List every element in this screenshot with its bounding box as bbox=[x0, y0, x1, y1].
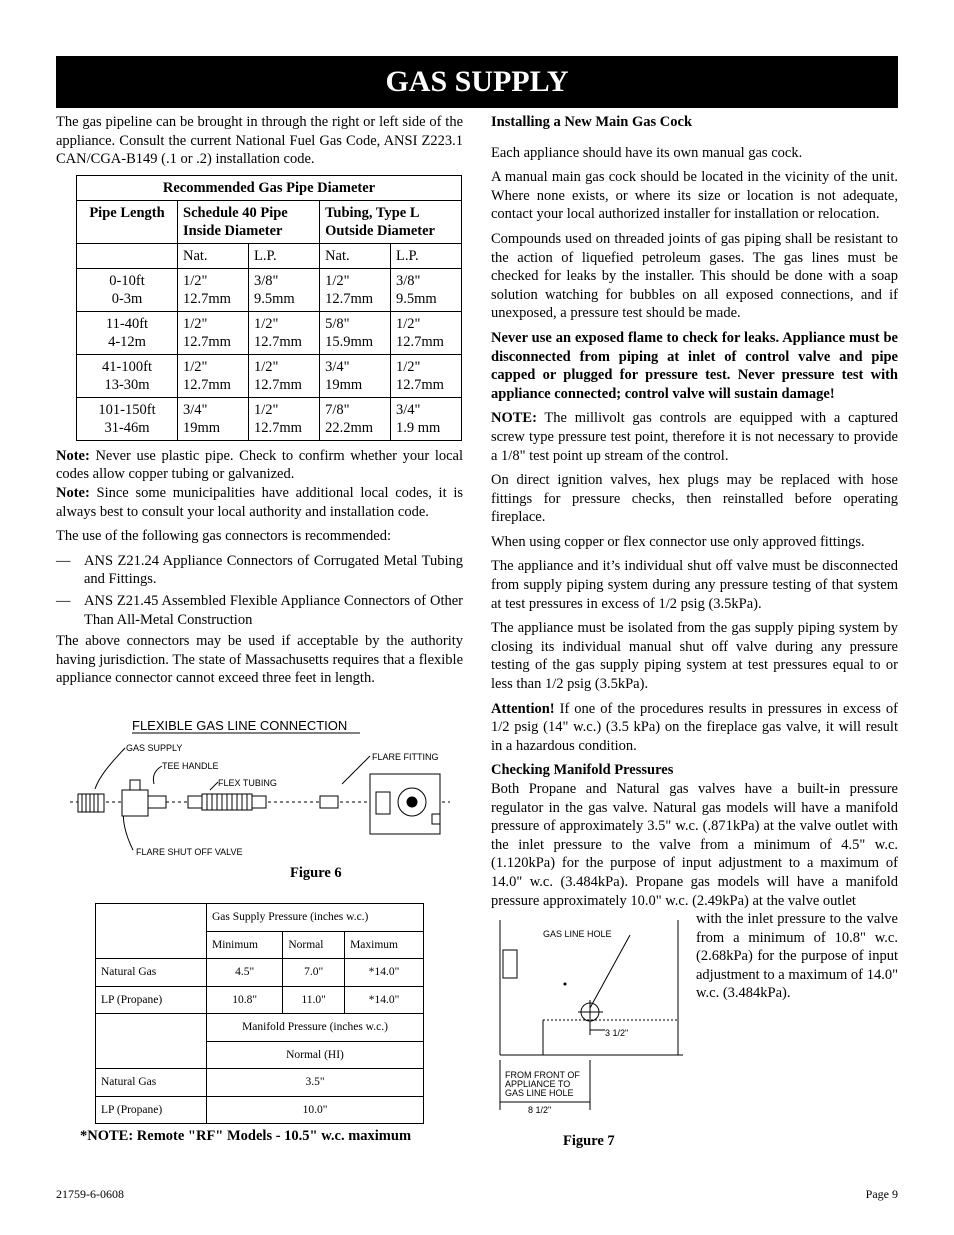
row-label: Natural Gas bbox=[96, 1069, 207, 1097]
connectors-intro: The use of the following gas connectors is recommended: bbox=[56, 528, 392, 545]
attention-paragraph: Attention! If one of the procedures results in pressures in excess of 1/2 psig (14" w.c.) (3.5 kPa) on the fireplace gas valve, it will result in a hazardous condition. bbox=[491, 700, 898, 754]
right-column bbox=[491, 113, 898, 916]
header-tubing: Tubing, Type L Outside Diameter bbox=[320, 200, 462, 243]
paragraph: When using copper or flex connector use only approved fittings. bbox=[491, 533, 865, 550]
value-cell: 1/2" 12.7mm bbox=[178, 311, 249, 354]
intro-paragraph: The gas pipeline can be brought in through the right or left side of the appliance. Consult the current National Fuel Gas Code, ANSI Z223.1 CAN/CGA-B149 (.1 or .2) installation code. bbox=[56, 114, 463, 168]
value-cell: 4.5" bbox=[207, 959, 283, 987]
label-from-front-1: FROM FRONT OF bbox=[505, 1070, 580, 1080]
table-row bbox=[77, 311, 462, 354]
header-normal-hi: Normal (HI) bbox=[207, 1041, 424, 1069]
table-row bbox=[77, 268, 462, 311]
pipe-length-cell: 101-150ft 31-46m bbox=[77, 397, 178, 440]
label-flex-tubing: FLEX TUBING bbox=[218, 778, 277, 788]
row-label: Natural Gas bbox=[96, 959, 207, 987]
value-cell: 1/2" 12.7mm bbox=[320, 268, 391, 311]
value-cell: 10.0" bbox=[207, 1096, 424, 1124]
figure6-title: FLEXIBLE GAS LINE CONNECTION bbox=[132, 718, 348, 733]
value-cell: 3.5" bbox=[207, 1069, 424, 1097]
pipe-length-cell: 11-40ft 4-12m bbox=[77, 311, 178, 354]
pipe-length-cell: 0-10ft 0-3m bbox=[77, 268, 178, 311]
list-item: — ANS Z21.24 Appliance Connectors of Corrugated Metal Tubing and Fittings. bbox=[56, 552, 463, 588]
massachusetts-paragraph: The above connectors may be used if acceptable by the authority having jurisdiction. The state of Massachusetts requires that a flexible appliance connector cannot exceed three feet in length. bbox=[56, 633, 463, 687]
label-tee-handle: TEE HANDLE bbox=[162, 761, 219, 771]
value-cell: 3/8" 9.5mm bbox=[391, 268, 462, 311]
header-maximum: Maximum bbox=[345, 931, 424, 959]
paragraph: The appliance and it’s individual shut off valve must be disconnected from supply piping system during any pressure testing of that system at test pressures in excess of 1/2 psig (3.5kPa). bbox=[491, 558, 898, 612]
value-cell: 1/2" 12.7mm bbox=[178, 268, 249, 311]
header-normal: Normal bbox=[283, 931, 345, 959]
paragraph: A manual main gas cock should be located in the vicinity of the unit. Where none exists, or where its size or location is not adequate, contact your local authorized installer for installation or relocation. bbox=[491, 169, 898, 223]
value-cell: 7/8" 22.2mm bbox=[320, 397, 391, 440]
paragraph: The appliance must be isolated from the gas supply piping system by closing its individual manual shut off valve during any pressure testing of the gas supply piping system at test pressures equal to or less than 1/2 psig (3.5kPa). bbox=[491, 620, 898, 693]
table-row bbox=[96, 1069, 424, 1097]
row-label: LP (Propane) bbox=[96, 986, 207, 1014]
header-empty bbox=[96, 904, 207, 959]
paragraph: Compounds used on threaded joints of gas piping shall be resistant to the action of liquefied petroleum gases. The gas lines must be checked for leaks by the installer. This should be done with a soap solution watching for bubbles on all exposed connections, and if unexposed, a pressure test should be made. bbox=[491, 230, 898, 322]
value-cell: 11.0" bbox=[283, 986, 345, 1014]
label-gas-supply: GAS SUPPLY bbox=[126, 743, 183, 753]
table-row bbox=[96, 959, 424, 987]
left-column bbox=[56, 113, 463, 694]
note-plastic-pipe: Note: Never use plastic pipe. Check to confirm whether your local codes allow copper tubing or galvanized. bbox=[56, 447, 463, 483]
leak-warning: Never use an exposed flame to check for leaks. Appliance must be disconnected from piping at inlet of control valve and pipe capped or plugged for pressure test. Never pressure test with appliance connected; control valve will sustain damage! bbox=[491, 329, 898, 402]
dimension-8-5: 8 1/2" bbox=[528, 1105, 552, 1115]
header-lp: L.P. bbox=[249, 243, 320, 268]
header-minimum: Minimum bbox=[207, 931, 283, 959]
header-pipe-length: Pipe Length bbox=[77, 200, 178, 243]
value-cell: 5/8" 15.9mm bbox=[320, 311, 391, 354]
page-number: Page 9 bbox=[865, 1187, 898, 1201]
header-nat: Nat. bbox=[178, 243, 249, 268]
value-cell: 1/2" 12.7mm bbox=[178, 354, 249, 397]
value-cell: 3/4" 1.9 mm bbox=[391, 397, 462, 440]
figure6-caption: Figure 6 bbox=[290, 865, 342, 881]
label-from-front-2: APPLIANCE TO bbox=[505, 1079, 571, 1089]
pipe-table-title: Recommended Gas Pipe Diameter bbox=[77, 175, 462, 200]
pipe-length-cell: 41-100ft 13-30m bbox=[77, 354, 178, 397]
remote-rf-note: *NOTE: Remote "RF" Models - 10.5" w.c. maximum bbox=[80, 1128, 412, 1144]
page-title: GAS SUPPLY bbox=[56, 56, 898, 108]
dimension-3-5: 3 1/2" bbox=[605, 1028, 629, 1038]
label-flare-fitting: FLARE FITTING bbox=[372, 752, 439, 762]
manifold-pressure-header: Manifold Pressure (inches w.c.) bbox=[207, 1014, 424, 1042]
supply-pressure-header: Gas Supply Pressure (inches w.c.) bbox=[207, 904, 424, 932]
value-cell: 3/4" 19mm bbox=[178, 397, 249, 440]
note-local-codes: Note: Since some municipalities have additional local codes, it is always best to consult your local authority and installation code. bbox=[56, 484, 463, 520]
label-from-front-3: GAS LINE HOLE bbox=[505, 1088, 574, 1098]
table-row bbox=[77, 354, 462, 397]
value-cell: 1/2" 12.7mm bbox=[249, 354, 320, 397]
heading-manifold-pressures: Checking Manifold Pressures bbox=[491, 762, 674, 779]
value-cell: 1/2" 12.7mm bbox=[249, 397, 320, 440]
label-flare-shutoff: FLARE SHUT OFF VALVE bbox=[136, 847, 243, 857]
table-row bbox=[96, 1096, 424, 1124]
label-gas-line-hole: GAS LINE HOLE bbox=[543, 929, 612, 939]
paragraph: Each appliance should have its own manual gas cock. bbox=[491, 144, 803, 161]
paragraph: On direct ignition valves, hex plugs may be replaced with hose fittings for pressure checks, then reinstalled before operating fireplace. bbox=[491, 472, 898, 526]
value-cell: 10.8" bbox=[207, 986, 283, 1014]
gas-line-hole-diagram bbox=[493, 920, 693, 1130]
header-schedule-40: Schedule 40 Pipe Inside Diameter bbox=[178, 200, 320, 243]
header-nat: Nat. bbox=[320, 243, 391, 268]
figure7-caption: Figure 7 bbox=[563, 1133, 615, 1149]
pressure-table bbox=[95, 903, 424, 1124]
gas-pipe-table bbox=[76, 175, 462, 441]
table-row bbox=[77, 397, 462, 440]
header-empty bbox=[96, 1014, 207, 1069]
header-empty bbox=[77, 243, 178, 268]
value-cell: 3/8" 9.5mm bbox=[249, 268, 320, 311]
row-label: LP (Propane) bbox=[96, 1096, 207, 1124]
value-cell: 1/2" 12.7mm bbox=[249, 311, 320, 354]
list-item: — ANS Z21.45 Assembled Flexible Appliance Connectors of Other Than All-Metal Construction bbox=[56, 592, 463, 628]
manifold-paragraph: Both Propane and Natural gas valves have a built-in pressure regulator in the gas valve. Natural gas models will have a manifold pressure of approximately 3.5" w.c. (.871kPa) at the valve outlet with the inlet pressure to the valve from a minimum of 4.5" w.c. (1.120kPa) for the purpose of input adjustment to a maximum of 14.0" w.c. (3.484kPa). Propane gas models will have a manifold pressure approximately 10.0" w.c. (2.49kPa) at the valve outlet bbox=[491, 781, 898, 909]
flexible-gas-line-diagram bbox=[70, 714, 450, 864]
value-cell: 1/2" 12.7mm bbox=[391, 354, 462, 397]
value-cell: *14.0" bbox=[345, 959, 424, 987]
document-number: 21759-6-0608 bbox=[56, 1187, 124, 1201]
heading-new-gas-cock: Installing a New Main Gas Cock bbox=[491, 114, 693, 130]
manifold-paragraph-continued: with the inlet pressure to the valve from a minimum of 10.8" w.c. (2.68kPa) for the purpose of input adjustment to a maximum of 14.0" w.c. (3.484kPa). bbox=[696, 911, 898, 1002]
note-millivolt: NOTE: The millivolt gas controls are equipped with a captured screw type pressure test point, therefore it is not necessary to provide a 1/8" test point up stream of the control. bbox=[491, 410, 898, 464]
value-cell: 7.0" bbox=[283, 959, 345, 987]
table-row bbox=[96, 986, 424, 1014]
header-lp: L.P. bbox=[391, 243, 462, 268]
value-cell: 3/4" 19mm bbox=[320, 354, 391, 397]
value-cell: 1/2" 12.7mm bbox=[391, 311, 462, 354]
value-cell: *14.0" bbox=[345, 986, 424, 1014]
